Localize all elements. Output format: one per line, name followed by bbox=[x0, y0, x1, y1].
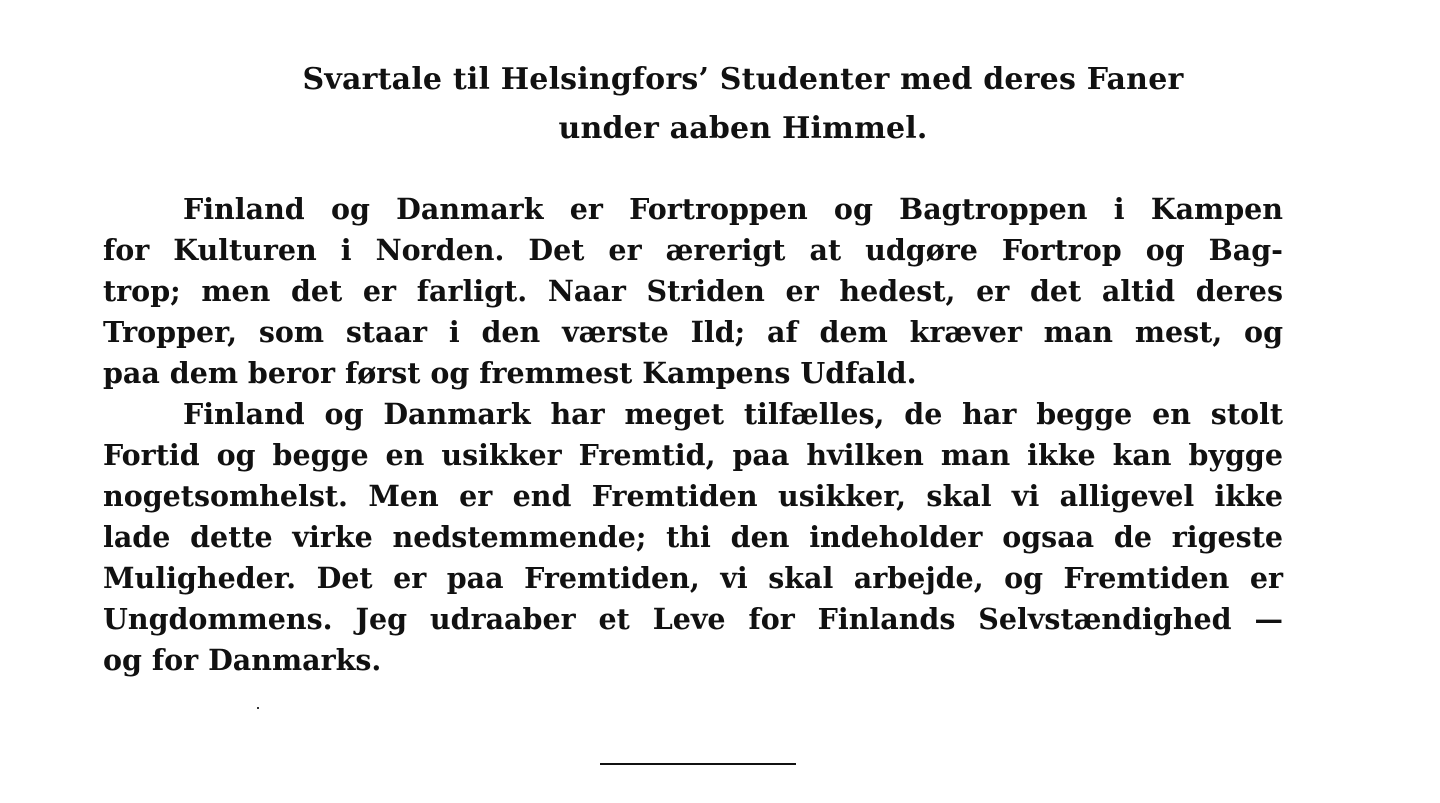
print-speck bbox=[257, 707, 259, 709]
title-line-1: Svartale til Helsingfors’ Studenter med deres Faner bbox=[302, 62, 1184, 97]
paragraph-2-line-5: Muligheder. Det er paa Fremtiden, vi skal arbejde, og Fremtiden er bbox=[103, 561, 1283, 595]
body-text bbox=[103, 189, 1283, 681]
paragraph-1-line-5: paa dem beror først og fremmest Kampens Udfald. bbox=[103, 356, 917, 390]
title-line-2: under aaben Himmel. bbox=[558, 111, 928, 146]
page-title bbox=[100, 55, 1386, 153]
paragraph-2-line-7: og for Danmarks. bbox=[103, 643, 382, 677]
paragraph-2-line-1: Finland og Danmark har meget tilfælles, de har begge en stolt bbox=[183, 397, 1283, 431]
section-divider-rule bbox=[600, 763, 796, 765]
paragraph-2-line-2: Fortid og begge en usikker Fremtid, paa hvilken man ikke kan bygge bbox=[103, 438, 1283, 472]
paragraph-1-line-2: for Kulturen i Norden. Det er ærerigt at udgøre Fortrop og Bag- bbox=[103, 233, 1283, 267]
paragraph-1-line-3: trop; men det er farligt. Naar Striden er hedest, er det altid deres bbox=[103, 274, 1283, 308]
paragraph-1-line-4: Tropper, som staar i den værste Ild; af dem kræver man mest, og bbox=[103, 315, 1283, 349]
paragraph-2-line-3: nogetsomhelst. Men er end Fremtiden usikker, skal vi alligevel ikke bbox=[103, 479, 1283, 513]
paragraph-1-line-1: Finland og Danmark er Fortroppen og Bagtroppen i Kampen bbox=[183, 192, 1283, 226]
paragraph-2-line-6: Ungdommens. Jeg udraaber et Leve for Finlands Selvstændighed — bbox=[103, 602, 1283, 636]
paragraph-2-line-4: lade dette virke nedstemmende; thi den indeholder ogsaa de rigeste bbox=[103, 520, 1283, 554]
